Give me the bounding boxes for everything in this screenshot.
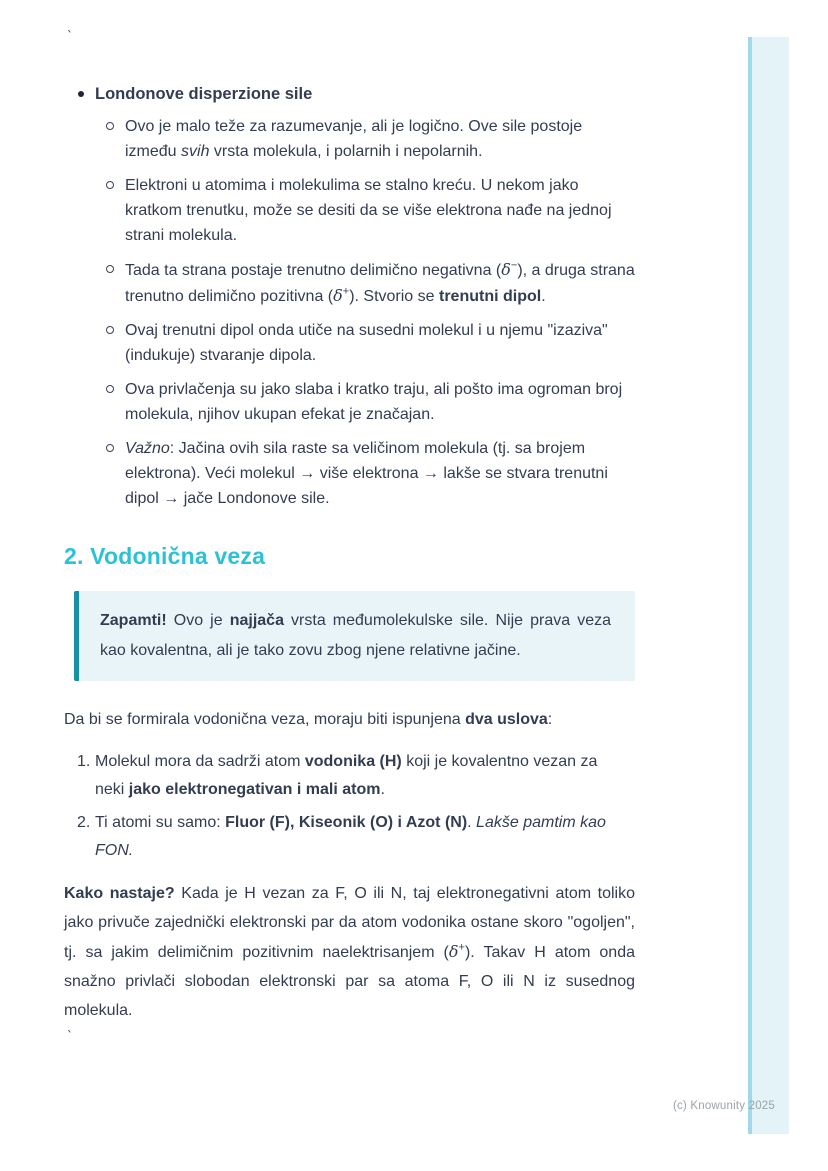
list-item-text: [125, 257, 635, 309]
circle-bullet-icon: [106, 326, 114, 334]
list-item-text: [125, 114, 635, 164]
list-item: [64, 257, 635, 309]
text-segment: δ: [333, 286, 343, 305]
text-segment: : Jačina ovih sila raste sa veličinom molekula (tj. sa brojem elektrona). Veći molekul → više elektrona → lakše se stvara trenutni dipol → jače Londonove sile.: [125, 440, 608, 507]
text-segment: koji je kovalentno vezan za neki: [95, 753, 598, 798]
text-segment: Elektroni u atomima i molekulima se stalno kreću. U nekom jako kratkom trenutku, može se desiti da se više elektrona nađe na jednoj strani molekula.: [125, 177, 612, 244]
text-segment: Ova privlačenja su jako slaba i kratko traju, ali pošto ima ogroman broj molekula, njihov ukupan efekat je značajan.: [125, 381, 623, 423]
numbered-list: [64, 748, 635, 865]
text-segment: ). Stvorio se: [349, 288, 439, 305]
text-segment: vrsta međumolekulske sile. Nije prava veza kao kovalentna, ali je tako zovu zbog njene relativne jačine.: [100, 612, 611, 659]
circle-bullet-icon: [106, 122, 114, 130]
numbered-item: [64, 748, 635, 804]
stray-backtick-bottom: `: [66, 1030, 74, 1045]
circle-bullet-icon: [106, 265, 114, 273]
text-segment: trenutni dipol: [439, 288, 542, 305]
text-segment: Molekul mora da sadrži atom: [95, 753, 305, 770]
text-segment: Ti atomi su samo:: [95, 814, 226, 831]
list-item-text: [125, 318, 635, 368]
section-heading: 2. Vodonična veza: [64, 543, 266, 569]
bullet-icon: [78, 91, 84, 97]
text-segment: .: [541, 288, 546, 305]
numbered-item-marker: 1.: [77, 753, 91, 770]
text-segment: Fluor (F), Kiseonik (O) i Azot (N): [225, 814, 468, 831]
text-segment: Važno: [125, 440, 170, 457]
text-segment: ). Takav H atom onda snažno privlači slobodan elektronski par sa atoma F, O ili N iz susednog molekula.: [64, 944, 635, 1019]
bullet-title: Londonove disperzione sile: [95, 85, 313, 103]
numbered-item: [64, 809, 635, 865]
circle-bullet-icon: [106, 385, 114, 393]
numbered-item-text: [95, 809, 615, 865]
callout-box: [74, 591, 635, 681]
text-segment: Da bi se formirala vodonična veza, moraju biti ispunjena: [64, 711, 466, 728]
intro-paragraph: [64, 707, 635, 732]
text-segment: Ovo je: [166, 612, 230, 629]
text-segment: Lakše pamtim kao FON.: [95, 814, 606, 859]
text-segment: +: [458, 941, 465, 954]
text-segment: Ovaj trenutni dipol onda utiče na susedni molekul i u njemu "izaziva" (indukuje) stvaranje dipola.: [125, 322, 608, 364]
sub-bullet-list: [64, 114, 635, 511]
text-segment: Kada je H vezan za F, O ili N, taj elektronegativni atom toliko jako privuče zajednički elektronski par da atom vodonika ostane skoro "ogoljen", tj. sa jakim delimičnim pozitivnim naelektrisanjem (: [64, 885, 636, 961]
list-item: [64, 173, 635, 248]
numbered-item-text: [95, 748, 615, 804]
text-segment: najjača: [229, 612, 284, 629]
text-segment: vrsta molekula, i polarnih i nepolarnih.: [209, 143, 483, 160]
callout-text: [100, 612, 611, 659]
stray-backtick-top: `: [66, 30, 74, 45]
text-segment: jako elektronegativan i mali atom: [128, 781, 381, 798]
text-segment: .: [380, 781, 385, 798]
how-paragraph: [64, 879, 635, 1025]
text-segment: .: [467, 814, 477, 831]
list-item: [64, 318, 635, 368]
list-item: [64, 377, 635, 427]
text-segment: Tada ta strana postaje trenutno delimično negativna (: [125, 262, 502, 279]
numbered-item-marker: 2.: [77, 814, 91, 831]
page-edge-highlight: [748, 37, 789, 1134]
text-segment: −: [510, 259, 518, 272]
text-segment: δ: [448, 942, 459, 961]
circle-bullet-icon: [106, 181, 114, 189]
text-segment: vodonika (H): [304, 753, 402, 770]
text-segment: Zapamti!: [100, 612, 167, 629]
footer-copyright: (c) Knowunity 2025: [672, 1100, 775, 1112]
bullet-list-header: [64, 82, 635, 106]
text-segment: dva uslova: [465, 711, 548, 728]
list-item-text: [125, 436, 635, 511]
notes-content: [64, 82, 635, 1041]
text-segment: Kako nastaje?: [64, 885, 175, 902]
list-item-text: [125, 173, 635, 248]
text-segment: svih: [181, 143, 210, 160]
text-segment: +: [342, 285, 350, 298]
list-item: [64, 114, 635, 164]
text-segment: ), a druga strana trenutno delimično pozitivna (: [125, 262, 635, 305]
text-segment: :: [547, 711, 553, 728]
text-segment: Ovo je malo teže za razumevanje, ali je logično. Ove sile postoje između: [125, 118, 583, 160]
text-segment: δ: [501, 260, 511, 279]
circle-bullet-icon: [106, 444, 114, 452]
list-item: [64, 436, 635, 511]
list-item-text: [125, 377, 635, 427]
